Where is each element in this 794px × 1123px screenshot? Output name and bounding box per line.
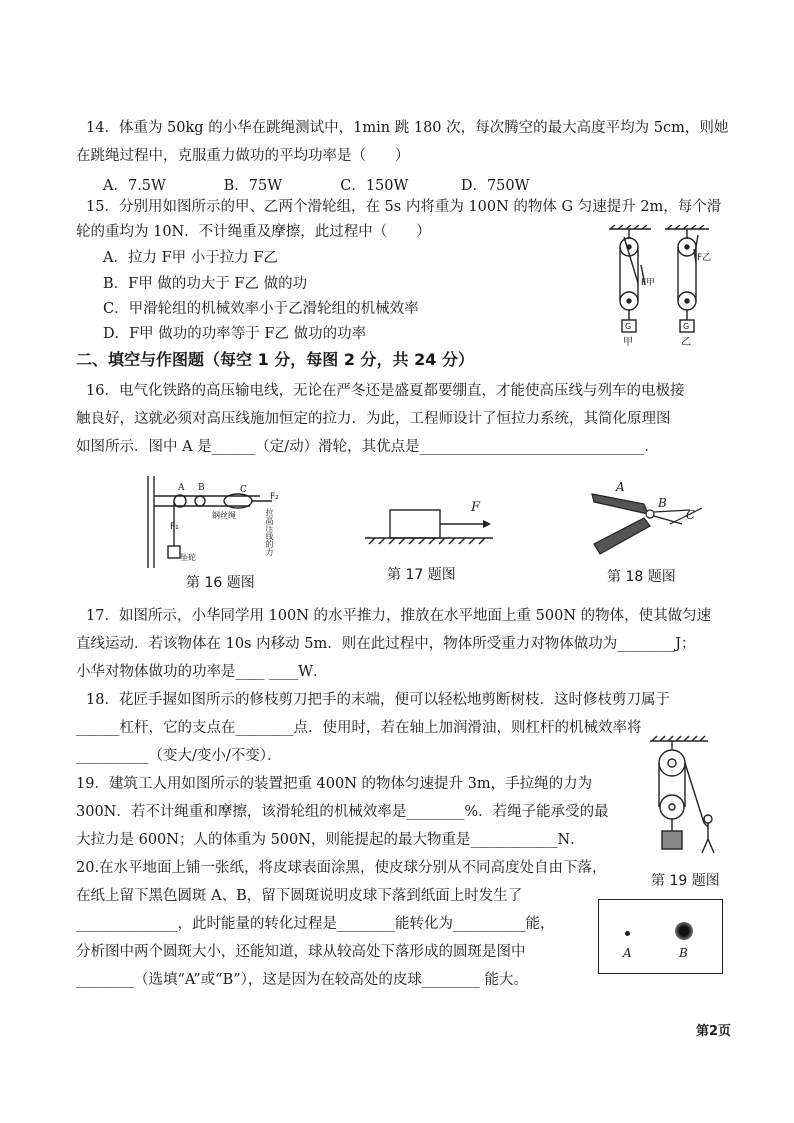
q18-pruning-shears-figure bbox=[586, 480, 706, 562]
q15-f-left-label: F甲 bbox=[641, 278, 656, 288]
q20-paper-figure bbox=[598, 899, 723, 974]
q15-label-left: 甲 bbox=[623, 337, 633, 348]
q14-line-1: 14．体重为 50kg 的小华在跳绳测试中，1min 跳 180 次，每次腾空的最大高度平均为 5cm，则她 bbox=[86, 120, 729, 136]
svg-text:A: A bbox=[178, 483, 185, 493]
q16-caption: 第 16 题图 bbox=[186, 575, 255, 591]
q17-force-label: F bbox=[471, 500, 481, 515]
q16-rope-label: 钢丝绳 bbox=[212, 511, 236, 520]
q17-line-3: 小华对物体做功的功率是____ ____W． bbox=[76, 664, 328, 680]
q17-line-2: 直线运动．若该物体在 10s 内移动 5m．则在此过程中，物体所受重力对物体做功为________J； bbox=[76, 636, 696, 652]
svg-text:C: C bbox=[240, 485, 247, 495]
page-number: 第2页 bbox=[696, 1024, 732, 1039]
q16-weight-label: 坠砣 bbox=[180, 553, 196, 562]
q18-label-a: A bbox=[616, 480, 625, 494]
q18-line-1: 18．花匠手握如图所示的修枝剪刀把手的末端，便可以轻松地剪断树枝．这时修枝剪刀属于 bbox=[86, 692, 670, 708]
q18-line-2: ______杠杆，它的支点在________点．使用时，若在轴上加润滑油，则杠杆的机械效率将 bbox=[76, 720, 642, 736]
q15-option-b: B．F甲 做的功大于 F乙 做的功 bbox=[103, 276, 308, 292]
section-2-title: 二、填空与作图题（每空 1 分，每图 2 分，共 24 分） bbox=[76, 350, 474, 369]
q17-caption: 第 17 题图 bbox=[387, 567, 456, 583]
q18-caption: 第 18 题图 bbox=[607, 569, 676, 585]
q14-option-a: A．7.5W bbox=[103, 178, 166, 194]
q18-line-3: __________（变大/变小/不变）． bbox=[76, 748, 282, 764]
q16-line-2: 触良好，这就必须对高压线施加恒定的拉力．为此，工程师设计了恒拉力系统，其简化原理图 bbox=[76, 411, 671, 427]
q20-line-3: ______________，此时能量的转化过程是________能转化为__________能， bbox=[76, 916, 555, 932]
q16-f1-label: F₁ bbox=[170, 522, 179, 532]
q16-f2-label: F₂ bbox=[270, 492, 279, 502]
q14-option-c: C．150W bbox=[340, 178, 409, 194]
q16-line-3: 如图所示．图中 A 是______（定/动）滑轮，其优点是_______________________________． bbox=[76, 439, 659, 455]
q19-line-1: 19．建筑工人用如图所示的装置把重 400N 的物体匀速提升 3m，手拉绳的力为 bbox=[76, 776, 593, 792]
q15-f-right-label: F乙 bbox=[697, 253, 712, 263]
q15-option-a: A．拉力 F甲 小于拉力 F乙 bbox=[103, 250, 278, 266]
q15-line-1: 15．分别用如图所示的甲、乙两个滑轮组，在 5s 内将重为 100N 的物体 G 匀速提升 2m，每个滑 bbox=[86, 199, 722, 215]
q16-tension-label: 拉高压线的力 bbox=[265, 508, 274, 556]
q15-option-d: D．F甲 做功的功率等于 F乙 做功的功率 bbox=[103, 326, 367, 342]
q19-line-3: 大拉力是 600N；人的体重为 500N，则能提起的最大物重是____________N． bbox=[76, 832, 585, 848]
q18-label-b: B bbox=[658, 496, 667, 510]
q15-pulley-figure bbox=[605, 225, 715, 350]
spot-b bbox=[675, 922, 693, 940]
q19-line-2: 300N．若不计绳重和摩擦，该滑轮组的机械效率是________%．若绳子能承受的最 bbox=[76, 804, 609, 820]
q19-pulley-figure bbox=[650, 735, 740, 857]
q20-line-1: 20.在水平地面上铺一张纸，将皮球表面涂黑，使皮球分别从不同高度处自由下落， bbox=[76, 860, 607, 876]
q16-figure bbox=[140, 472, 290, 570]
q15-label-right: 乙 bbox=[681, 337, 691, 348]
q19-caption: 第 19 题图 bbox=[651, 873, 720, 889]
q15-line-2: 轮的重均为 10N．不计绳重及摩擦，此过程中（ ） bbox=[76, 224, 431, 240]
svg-text:G: G bbox=[683, 322, 690, 331]
q17-figure bbox=[365, 500, 495, 550]
q20-label-b: B bbox=[679, 946, 688, 960]
q15-option-c: C．甲滑轮组的机械效率小于乙滑轮组的机械效率 bbox=[103, 301, 419, 317]
q20-line-4: 分析图中两个圆斑大小，还能知道，球从较高处下落形成的圆斑是图中 bbox=[76, 944, 526, 960]
q20-line-2: 在纸上留下黑色圆斑 A、B，留下圆斑说明皮球下落到纸面上时发生了 bbox=[76, 888, 523, 904]
svg-text:B: B bbox=[198, 483, 205, 493]
q17-line-1: 17．如图所示，小华同学用 100N 的水平推力，推放在水平地面上重 500N 的物体，使其做匀速 bbox=[86, 608, 712, 624]
q14-line-2: 在跳绳过程中，克服重力做功的平均功率是（ ） bbox=[76, 148, 410, 164]
spot-a bbox=[625, 931, 630, 936]
q18-label-c: C bbox=[686, 508, 696, 522]
q16-line-1: 16．电气化铁路的高压输电线，无论在严冬还是盛夏都要绷直，才能使高压线与列车的电极接 bbox=[86, 383, 685, 399]
q14-options bbox=[103, 174, 530, 195]
q20-label-a: A bbox=[623, 946, 632, 960]
q20-line-5: ________（选填“A”或“B”），这是因为在较高处的皮球________ 能大。 bbox=[76, 972, 529, 988]
q14-option-b: B．75W bbox=[223, 178, 283, 194]
svg-text:G: G bbox=[625, 322, 632, 331]
q14-option-d: D．750W bbox=[460, 178, 530, 194]
